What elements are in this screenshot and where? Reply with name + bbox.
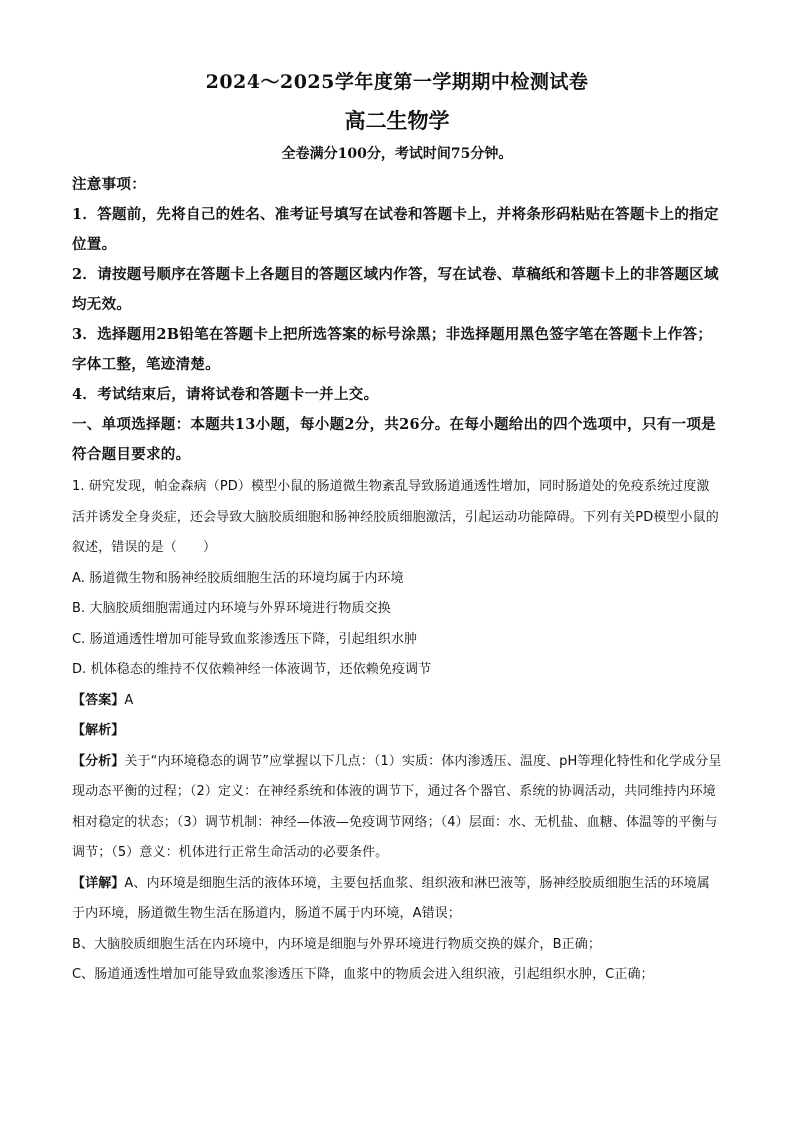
analysis-heading <box>72 716 722 747</box>
xiangjie-paragraph <box>72 869 722 930</box>
option-d: D. 机体稳态的维持不仅依赖神经一体液调节，还依赖免疫调节 <box>72 662 432 677</box>
notice-item-4: 4．考试结束后，请将试卷和答题卡一并上交。 <box>72 386 379 403</box>
detail-line-c: C、肠道通透性增加可能导致血浆渗透压下降，血浆中的物质会进入组织液，引起组织水肿，C正确； <box>72 967 654 982</box>
exam-subtitle: 高二生物学 <box>344 108 450 133</box>
notice-item-3: 3．选择题用2B铅笔在答题卡上把所选答案的标号涂黑；非选择题用黑色签字笔在答题卡上作答；字体工整，笔迹清楚。 <box>72 326 713 373</box>
exam-page <box>72 64 722 991</box>
xiangjie-text: A、内环境是细胞生活的液体环境，主要包括血浆、组织液和淋巴液等，肠神经胶质细胞生活的环境属于内环境，肠道微生物生活在肠道内，肠道不属于内环境，A错误； <box>72 875 710 921</box>
detail-line-b: B、大脑胶质细胞生活在内环境中，内环境是细胞与外界环境进行物质交换的媒介，B正确； <box>72 936 601 952</box>
score-time-note: 全卷满分100分，考试时间75分钟。 <box>281 146 513 162</box>
notice-heading: 注意事项： <box>72 176 146 193</box>
fenxi-paragraph <box>72 747 722 869</box>
answer-value: A <box>124 692 134 708</box>
option-b: B. 大脑胶质细胞需通过内环境与外界环境进行物质交换 <box>72 601 391 616</box>
fenxi-text: 关于“内环境稳态的调节”应掌握以下几点：（1）实质：体内渗透压、温度、pH等理化特性和化学成分呈现动态平衡的过程；（2）定义：在神经系统和体液的调节下，通过各个器官、系统的协调活动，共同维持内环境相对稳定的状态；（3）调节机制：神经—体液—免疫调节网络；（4）层面：水、无机盐、血糖、体温等的平衡与调节；（5）意义：机体进行正常生命活动的必要条件。 <box>72 753 722 860</box>
notice-item-2: 2．请按题号顺序在答题卡上各题目的答题区域内作答，写在试卷、草稿纸和答题卡上的非答题区域均无效。 <box>72 266 719 313</box>
fenxi-tag: 【分析】 <box>72 753 125 769</box>
question-stem: 1. 研究发现，帕金森病（PD）模型小鼠的肠道微生物紊乱导致肠道通透性增加，同时肠道处的免疫系统过度激活并诱发全身炎症，还会导致大脑胶质细胞和肠神经胶质细胞激活，引起运动功能障碍。下列有关PD模型小鼠的叙述，错误的是（ ） <box>72 479 719 555</box>
option-c: C. 肠道通透性增加可能导致血浆渗透压下降，引起组织水肿 <box>72 631 418 647</box>
exam-title: 2024～2025学年度第一学期期中检测试卷 <box>205 71 589 93</box>
answer-line <box>72 686 722 717</box>
option-a: A. 肠道微生物和肠神经胶质细胞生活的环境均属于内环境 <box>72 570 404 586</box>
notice-item-1: 1．答题前，先将自己的姓名、准考证号填写在试卷和答题卡上，并将条形码粘贴在答题卡上的指定位置。 <box>72 206 719 253</box>
section-heading: 一、单项选择题：本题共13小题，每小题2分，共26分。在每小题给出的四个选项中，只有一项是符合题目要求的。 <box>72 416 716 463</box>
xiangjie-tag: 【详解】 <box>72 875 125 891</box>
answer-tag: 【答案】 <box>72 692 125 708</box>
analysis-tag: 【解析】 <box>72 723 125 738</box>
